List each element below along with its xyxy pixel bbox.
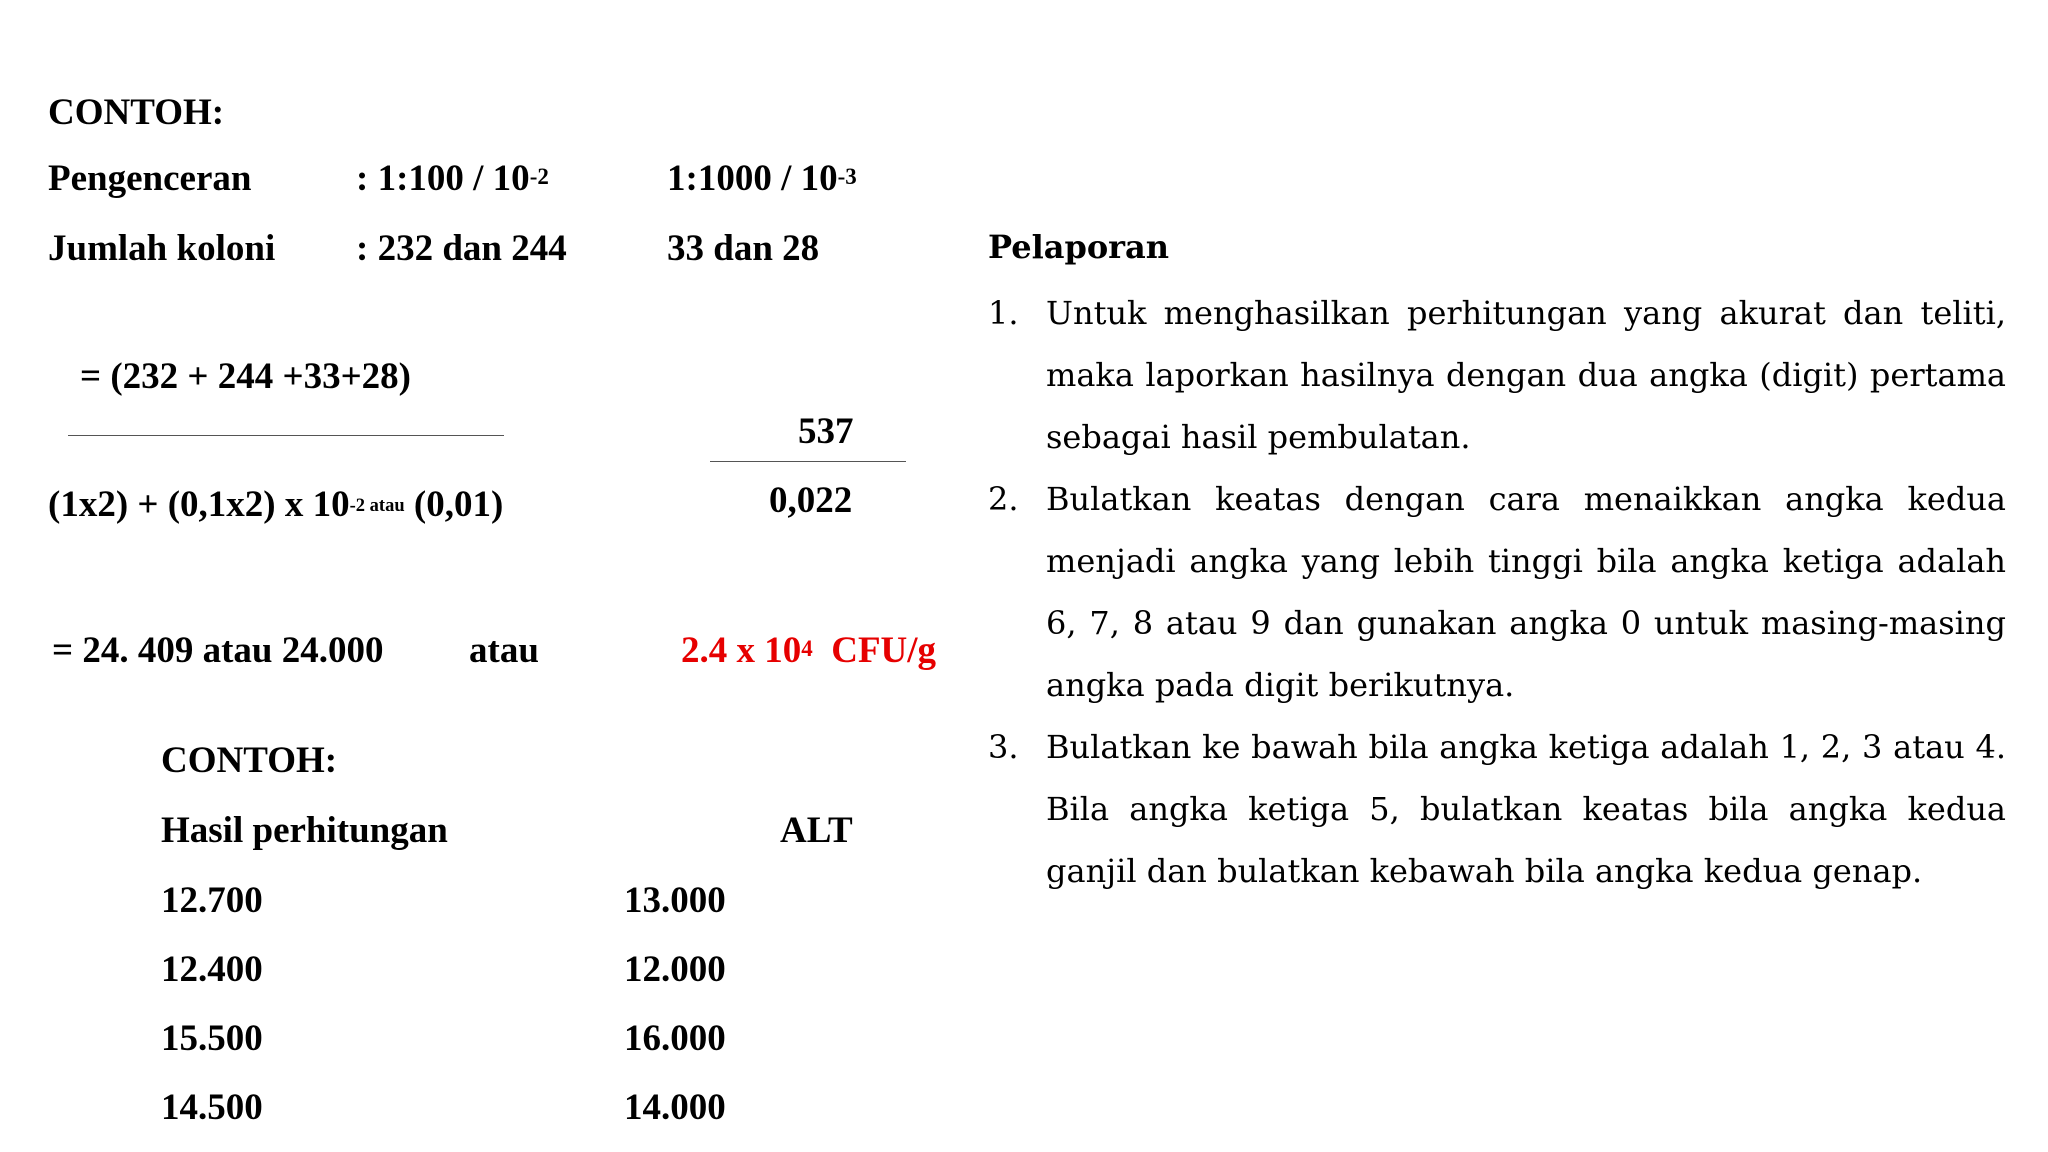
colony-value-1: : 232 dan 244 <box>356 228 567 269</box>
table-row-alt: 13.000 <box>624 880 726 921</box>
pelaporan-list <box>988 282 2006 902</box>
dilution-value-2: 1:1000 / $10^{-3}$ <box>667 158 857 199</box>
pelaporan-title: Pelaporan <box>988 228 1170 266</box>
formula-denominator: (1x2) + (0,1x2) x $10^{-2 atau}$ (0,01) <box>48 484 504 525</box>
list-item-number: 1. <box>988 294 1019 332</box>
example1-heading: CONTOH: <box>48 92 225 133</box>
result-scientific: 2.4 x $10^4$ CFU/g <box>681 630 937 671</box>
colony-value-2: 33 dan 28 <box>667 228 820 269</box>
dilution-label: Pengenceran <box>48 158 252 199</box>
table-row-result: 12.400 <box>161 949 263 990</box>
fraction-line <box>710 461 906 462</box>
table-row-result: 15.500 <box>161 1018 263 1059</box>
colony-label: Jumlah koloni <box>48 228 276 269</box>
dilution-value-1: : 1:100 / $10^{-2}$ <box>356 158 549 199</box>
example2-heading: CONTOH: <box>161 740 338 781</box>
list-item <box>988 716 2006 902</box>
list-item-text: Bulatkan ke bawah bila angka ketiga adalah 1, 2, 3 atau 4. Bila angka ketiga 5, bulatkan keatas bila angka kedua ganjil dan bulatkan kebawah bila angka kedua genap. <box>1046 728 2006 890</box>
table-row-result: 12.700 <box>161 880 263 921</box>
col-header-result: Hasil perhitungan <box>161 810 448 851</box>
list-item <box>988 468 2006 716</box>
col-header-alt: ALT <box>780 810 853 851</box>
table-row-alt: 14.000 <box>624 1087 726 1128</box>
list-item-number: 3. <box>988 728 1019 766</box>
result-or: atau <box>469 630 539 671</box>
list-item-text: Untuk menghasilkan perhitungan yang akurat dan teliti, maka laporkan hasilnya dengan dua angka (digit) pertama sebagai hasil pembulatan. <box>1046 294 2006 456</box>
table-row-alt: 12.000 <box>624 949 726 990</box>
result-value: = 24. 409 atau 24.000 <box>52 630 384 671</box>
list-item-number: 2. <box>988 480 1019 518</box>
formula-fraction-line <box>68 435 504 436</box>
list-item-text: Bulatkan keatas dengan cara menaikkan angka kedua menjadi angka yang lebih tinggi bila angka ketiga adalah 6, 7, 8 atau 9 dan gunakan angka 0 untuk masing-masing angka pada digit berikutnya. <box>1046 480 2006 704</box>
fraction-numerator: 537 <box>798 411 854 452</box>
table-row-result: 14.500 <box>161 1087 263 1128</box>
fraction-denominator: 0,022 <box>769 480 853 521</box>
formula-numerator: = (232 + 244 +33+28) <box>80 356 411 397</box>
list-item <box>988 282 2006 468</box>
table-row-alt: 16.000 <box>624 1018 726 1059</box>
